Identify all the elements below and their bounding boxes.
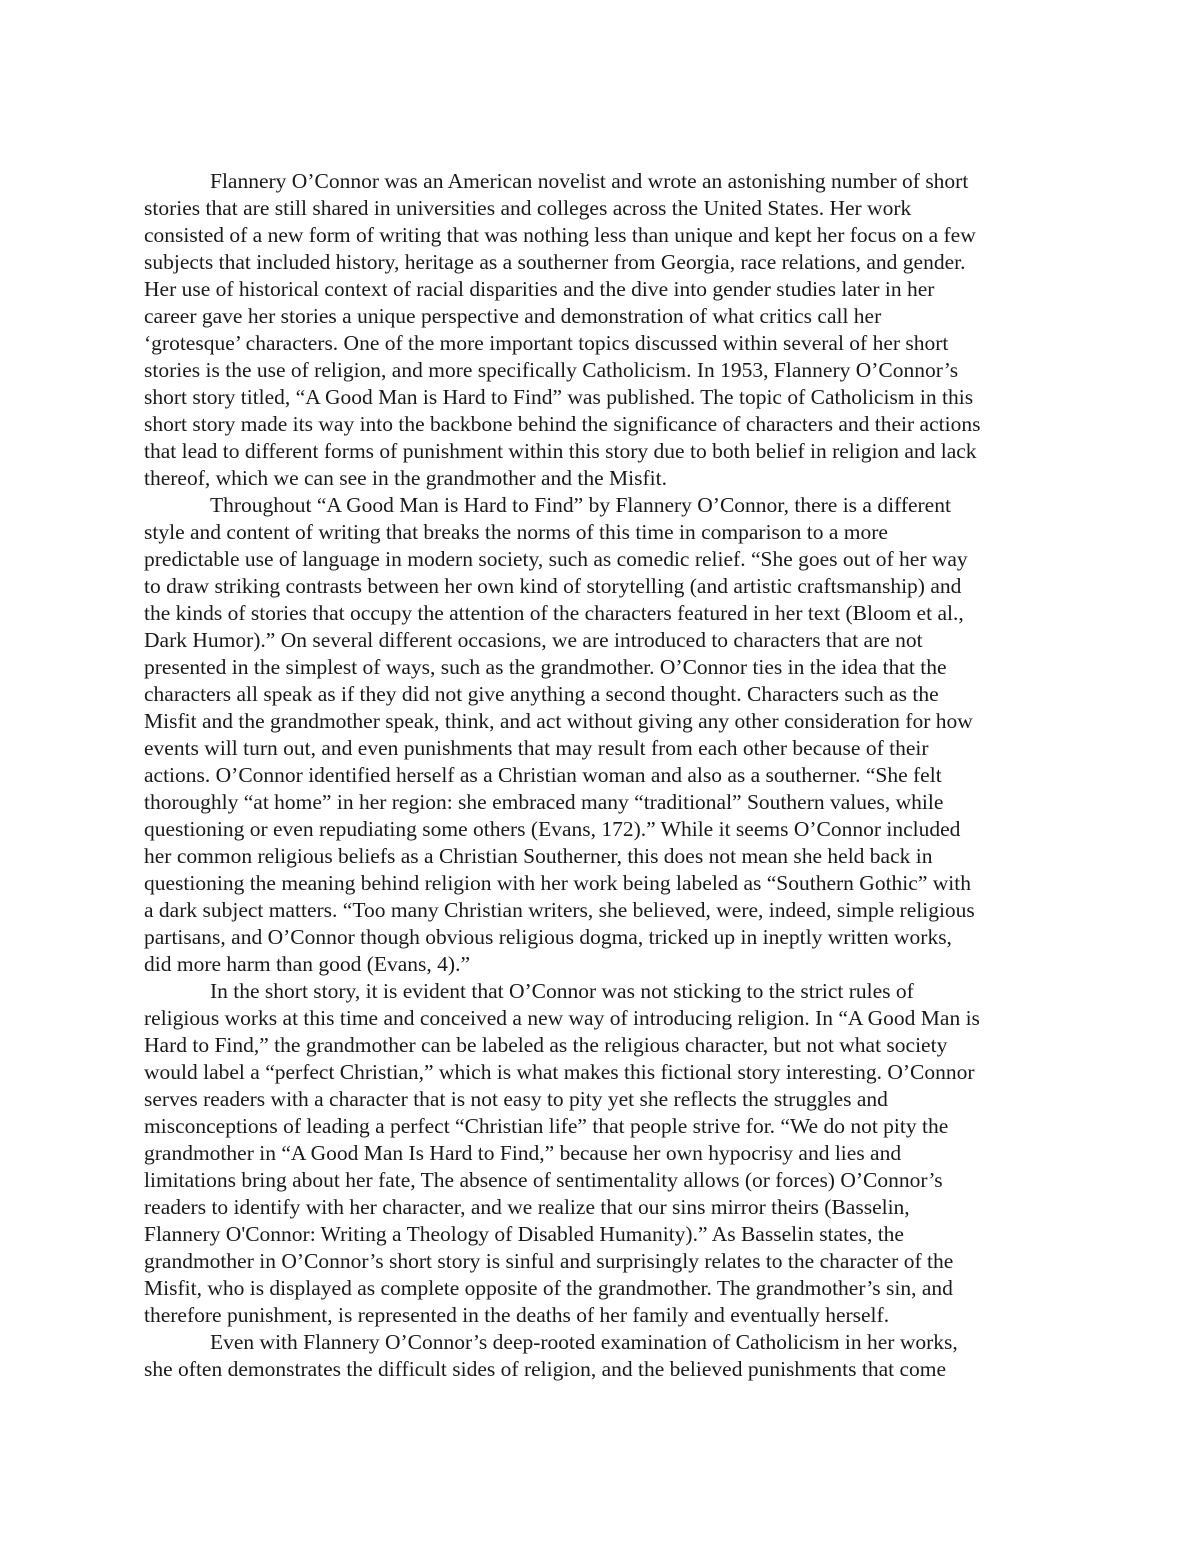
text-line: thereof, which we can see in the grandmother and the Misfit. (144, 466, 667, 490)
text-line: grandmother in O’Connor’s short story is sinful and surprisingly relates to the character of the (144, 1249, 954, 1273)
text-line: career gave her stories a unique perspective and demonstration of what critics call her (144, 304, 882, 328)
text-line: questioning or even repudiating some others (Evans, 172).” While it seems O’Connor included (144, 817, 961, 841)
text-line: actions. O’Connor identified herself as a Christian woman and also as a southerner. “She felt (144, 763, 942, 787)
text-line: her common religious beliefs as a Christian Southerner, this does not mean she held back in (144, 844, 933, 868)
text-line: Even with Flannery O’Connor’s deep-rooted examination of Catholicism in her works, (210, 1330, 958, 1354)
text-line: serves readers with a character that is not easy to pity yet she reflects the struggles and (144, 1087, 888, 1111)
text-line: she often demonstrates the difficult sides of religion, and the believed punishments that come (144, 1357, 947, 1381)
text-line: subjects that included history, heritage as a southerner from Georgia, race relations, and gender. (144, 250, 966, 274)
text-line: Throughout “A Good Man is Hard to Find” by Flannery O’Connor, there is a different (210, 493, 951, 517)
essay-body (144, 168, 1064, 1383)
text-line: limitations bring about her fate, The absence of sentimentality allows (or forces) O’Connor’s (144, 1168, 943, 1192)
text-line: readers to identify with her character, and we realize that our sins mirror theirs (Basselin, (144, 1195, 910, 1219)
text-line: short story titled, “A Good Man is Hard to Find” was published. The topic of Catholicism in this (144, 385, 974, 409)
text-line: would label a “perfect Christian,” which is what makes this fictional story interesting. O’Connor (144, 1060, 975, 1084)
text-line: Misfit, who is displayed as complete opposite of the grandmother. The grandmother’s sin, and (144, 1276, 953, 1300)
text-line: misconceptions of leading a perfect “Christian life” that people strive for. “We do not pity the (144, 1114, 949, 1138)
text-line: did more harm than good (Evans, 4).” (144, 952, 470, 976)
text-line: Hard to Find,” the grandmother can be labeled as the religious character, but not what society (144, 1033, 948, 1057)
text-line: grandmother in “A Good Man Is Hard to Find,” because her own hypocrisy and lies and (144, 1141, 902, 1165)
text-line: style and content of writing that breaks the norms of this time in comparison to a more (144, 520, 888, 544)
text-line: Her use of historical context of racial disparities and the dive into gender studies later in her (144, 277, 935, 301)
text-line: thoroughly “at home” in her region: she embraced many “traditional” Southern values, while (144, 790, 944, 814)
text-line: stories that are still shared in universities and colleges across the United States. Her work (144, 196, 912, 220)
text-line: questioning the meaning behind religion with her work being labeled as “Southern Gothic” with (144, 871, 971, 895)
text-line: predictable use of language in modern society, such as comedic relief. “She goes out of her way (144, 547, 968, 571)
text-line: characters all speak as if they did not give anything a second thought. Characters such as the (144, 682, 939, 706)
text-line: Misfit and the grandmother speak, think, and act without giving any other consideration for how (144, 709, 973, 733)
text-line: short story made its way into the backbone behind the significance of characters and their actions (144, 412, 981, 436)
text-line: Flannery O'Connor: Writing a Theology of Disabled Humanity).” As Basselin states, the (144, 1222, 904, 1246)
text-line: the kinds of stories that occupy the attention of the characters featured in her text (Bloom et al., (144, 601, 964, 625)
text-line: stories is the use of religion, and more specifically Catholicism. In 1953, Flannery O’Connor’s (144, 358, 959, 382)
text-line: consisted of a new form of writing that was nothing less than unique and kept her focus on a few (144, 223, 976, 247)
text-line: therefore punishment, is represented in the deaths of her family and eventually herself. (144, 1303, 890, 1327)
paragraph-1 (144, 168, 1064, 492)
text-line: to draw striking contrasts between her own kind of storytelling (and artistic craftsmanship) and (144, 574, 962, 598)
text-line: religious works at this time and conceived a new way of introducing religion. In “A Good Man is (144, 1006, 980, 1030)
text-line: presented in the simplest of ways, such as the grandmother. O’Connor ties in the idea that the (144, 655, 947, 679)
text-line: that lead to different forms of punishment within this story due to both belief in religion and lack (144, 439, 977, 463)
text-line: Flannery O’Connor was an American novelist and wrote an astonishing number of short (210, 169, 969, 193)
text-line: a dark subject matters. “Too many Christian writers, she believed, were, indeed, simple religious (144, 898, 975, 922)
text-line: events will turn out, and even punishments that may result from each other because of their (144, 736, 929, 760)
text-line: In the short story, it is evident that O’Connor was not sticking to the strict rules of (210, 979, 914, 1003)
text-line: ‘grotesque’ characters. One of the more important topics discussed within several of her short (144, 331, 949, 355)
text-line: Dark Humor).” On several different occasions, we are introduced to characters that are not (144, 628, 923, 652)
paragraph-3 (144, 978, 1064, 1329)
text-line: partisans, and O’Connor though obvious religious dogma, tricked up in ineptly written works, (144, 925, 952, 949)
paragraph-4 (144, 1329, 1064, 1383)
paragraph-2 (144, 492, 1064, 978)
